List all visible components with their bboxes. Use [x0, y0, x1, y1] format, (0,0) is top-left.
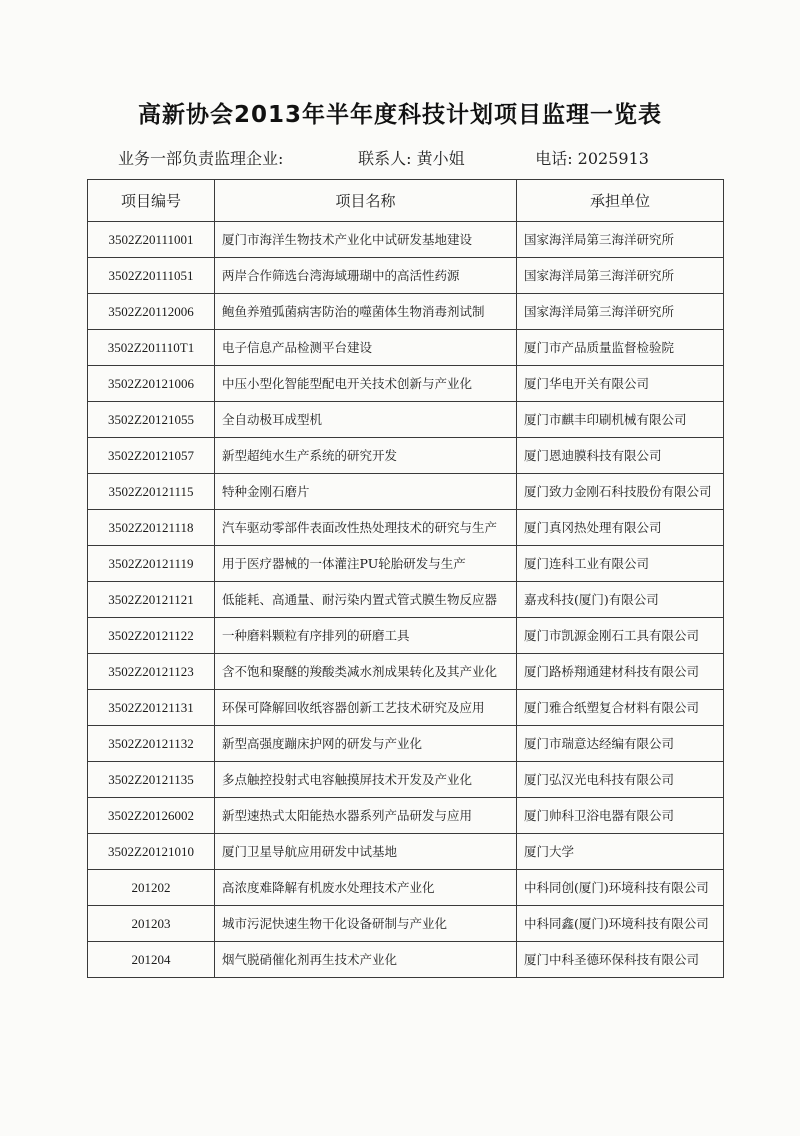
project-unit-cell: 国家海洋局第三海洋研究所 — [517, 294, 724, 330]
project-unit-cell: 厦门市瑞意达经编有限公司 — [517, 726, 724, 762]
table-row — [88, 726, 724, 762]
project-code-cell: 3502Z20121006 — [88, 366, 215, 402]
project-name-cell: 高浓度难降解有机废水处理技术产业化 — [215, 870, 517, 906]
project-code-cell: 3502Z20121055 — [88, 402, 215, 438]
project-unit-cell: 厦门弘汉光电科技有限公司 — [517, 762, 724, 798]
project-name-cell: 两岸合作筛选台湾海域珊瑚中的高活性药源 — [215, 258, 517, 294]
table-row — [88, 474, 724, 510]
table-row — [88, 834, 724, 870]
table-row — [88, 366, 724, 402]
project-code-cell: 3502Z20121057 — [88, 438, 215, 474]
project-unit-cell: 厦门华电开关有限公司 — [517, 366, 724, 402]
table-row — [88, 546, 724, 582]
header-name: 项目名称 — [215, 180, 517, 222]
table-row — [88, 222, 724, 258]
project-unit-cell: 厦门雅合纸塑复合材料有限公司 — [517, 690, 724, 726]
project-unit-cell: 国家海洋局第三海洋研究所 — [517, 258, 724, 294]
project-name-cell: 烟气脱硝催化剂再生技术产业化 — [215, 942, 517, 978]
project-name-cell: 新型速热式太阳能热水器系列产品研发与应用 — [215, 798, 517, 834]
project-unit-cell: 国家海洋局第三海洋研究所 — [517, 222, 724, 258]
project-code-cell: 201204 — [88, 942, 215, 978]
table-row — [88, 330, 724, 366]
project-unit-cell: 厦门中科圣德环保科技有限公司 — [517, 942, 724, 978]
project-code-cell: 3502Z20121123 — [88, 654, 215, 690]
table-row — [88, 870, 724, 906]
page-title: 高新协会2013年半年度科技计划项目监理一览表 — [137, 102, 662, 128]
table-row — [88, 762, 724, 798]
project-name-cell: 低能耗、高通量、耐污染内置式管式膜生物反应器 — [215, 582, 517, 618]
header-code: 项目编号 — [88, 180, 215, 222]
project-name-cell: 用于医疗器械的一体灌注PU轮胎研发与生产 — [215, 546, 517, 582]
table-row — [88, 510, 724, 546]
table-row — [88, 402, 724, 438]
project-code-cell: 3502Z20121135 — [88, 762, 215, 798]
table-row — [88, 618, 724, 654]
project-unit-cell: 厦门真冈热处理有限公司 — [517, 510, 724, 546]
project-code-cell: 3502Z20126002 — [88, 798, 215, 834]
project-unit-cell: 厦门市产品质量监督检验院 — [517, 330, 724, 366]
table-row — [88, 798, 724, 834]
project-unit-cell: 厦门帅科卫浴电器有限公司 — [517, 798, 724, 834]
project-name-cell: 中压小型化智能型配电开关技术创新与产业化 — [215, 366, 517, 402]
project-code-cell: 3502Z20121010 — [88, 834, 215, 870]
project-name-cell: 厦门卫星导航应用研发中试基地 — [215, 834, 517, 870]
subtitle-contact: 联系人: 黄小姐 — [358, 149, 465, 168]
project-name-cell: 含不饱和聚醚的羧酸类减水剂成果转化及其产业化 — [215, 654, 517, 690]
project-name-cell: 一种磨料颗粒有序排列的研磨工具 — [215, 618, 517, 654]
project-name-cell: 全自动极耳成型机 — [215, 402, 517, 438]
project-name-cell: 特种金刚石磨片 — [215, 474, 517, 510]
project-name-cell: 鲍鱼养殖弧菌病害防治的噬菌体生物消毒剂试制 — [215, 294, 517, 330]
subtitle — [118, 146, 778, 169]
subtitle-label: 业务一部负责监理企业: — [118, 149, 284, 168]
project-code-cell: 3502Z201110T1 — [88, 330, 215, 366]
subtitle-phone: 电话: 2025913 — [535, 149, 649, 168]
project-table — [87, 179, 724, 978]
project-code-cell: 3502Z20121122 — [88, 618, 215, 654]
project-unit-cell: 中科同鑫(厦门)环境科技有限公司 — [517, 906, 724, 942]
table-row — [88, 690, 724, 726]
table-row — [88, 582, 724, 618]
table-row — [88, 438, 724, 474]
project-name-cell: 厦门市海洋生物技术产业化中试研发基地建设 — [215, 222, 517, 258]
project-code-cell: 3502Z20121131 — [88, 690, 215, 726]
project-code-cell: 3502Z20121118 — [88, 510, 215, 546]
project-unit-cell: 厦门市凯源金刚石工具有限公司 — [517, 618, 724, 654]
project-code-cell: 3502Z20121121 — [88, 582, 215, 618]
header-unit: 承担单位 — [517, 180, 724, 222]
table-header-row — [88, 180, 724, 222]
project-name-cell: 环保可降解回收纸容器创新工艺技术研究及应用 — [215, 690, 517, 726]
table-body — [88, 222, 724, 978]
project-unit-cell: 厦门连科工业有限公司 — [517, 546, 724, 582]
project-name-cell: 新型高强度蹦床护网的研发与产业化 — [215, 726, 517, 762]
table-row — [88, 294, 724, 330]
table-row — [88, 942, 724, 978]
project-unit-cell: 厦门市麒丰印刷机械有限公司 — [517, 402, 724, 438]
project-name-cell: 新型超纯水生产系统的研究开发 — [215, 438, 517, 474]
project-unit-cell: 嘉戎科技(厦门)有限公司 — [517, 582, 724, 618]
table-row — [88, 258, 724, 294]
table-row — [88, 906, 724, 942]
project-code-cell: 201202 — [88, 870, 215, 906]
project-name-cell: 城市污泥快速生物干化设备研制与产业化 — [215, 906, 517, 942]
table-row — [88, 654, 724, 690]
project-unit-cell: 厦门恩迪膜科技有限公司 — [517, 438, 724, 474]
project-code-cell: 201203 — [88, 906, 215, 942]
project-name-cell: 多点触控投射式电容触摸屏技术开发及产业化 — [215, 762, 517, 798]
project-unit-cell: 厦门致力金刚石科技股份有限公司 — [517, 474, 724, 510]
project-code-cell: 3502Z20111001 — [88, 222, 215, 258]
project-unit-cell: 中科同创(厦门)环境科技有限公司 — [517, 870, 724, 906]
project-code-cell: 3502Z20121132 — [88, 726, 215, 762]
project-code-cell: 3502Z20112006 — [88, 294, 215, 330]
project-name-cell: 汽车驱动零部件表面改性热处理技术的研究与生产 — [215, 510, 517, 546]
project-code-cell: 3502Z20121119 — [88, 546, 215, 582]
project-unit-cell: 厦门路桥翔通建材科技有限公司 — [517, 654, 724, 690]
project-unit-cell: 厦门大学 — [517, 834, 724, 870]
project-code-cell: 3502Z20121115 — [88, 474, 215, 510]
project-code-cell: 3502Z20111051 — [88, 258, 215, 294]
project-name-cell: 电子信息产品检测平台建设 — [215, 330, 517, 366]
